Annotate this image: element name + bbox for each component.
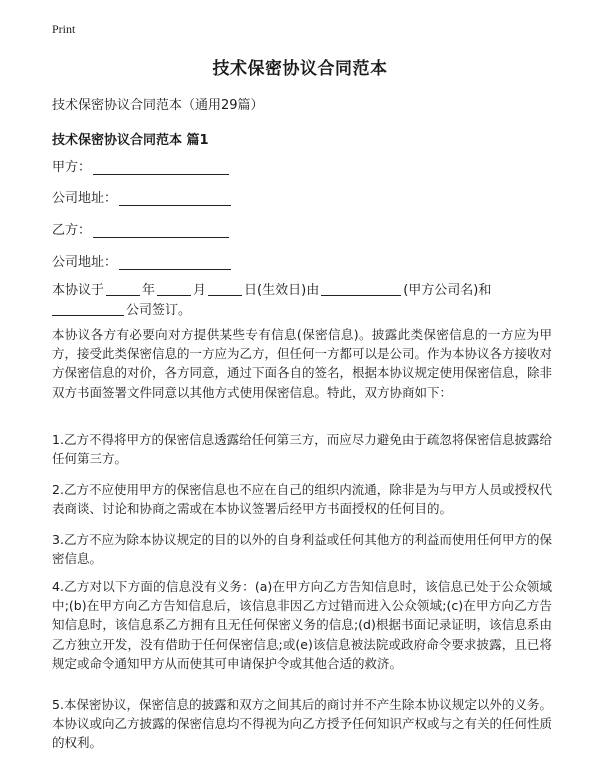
month-label: 月 [193,283,207,298]
document-title: 技术保密协议合同范本 [212,59,388,79]
year-label: 年 [142,283,156,298]
party-a-name-label: (甲方公司名)和 [403,283,492,298]
party-b-name-blank [52,302,124,316]
address-a-blank [119,191,231,206]
day-effective-label: 日(生效日)由 [244,283,320,298]
address-b-field [52,251,231,270]
paragraph-clause-1: 1.乙方不得将甲方的保密信息透露给任何第三方，而应尽力避免由于疏忽将保密信息披露给任何第三方。 [52,432,552,467]
paragraph-intro: 本协议各方有必要向对方提供某些专有信息(保密信息)。披露此类保密信息的一方应为甲方，接受此类保密信息的一方应为乙方，但任何一方都可以是公司。作为本协议各方接收对方保密信息的对价，各方同意，通过下面各自的签名，根据本协议规定使用保密信息，除非双方书面签署文件同意以其他方式使用保密信息。特此，双方协商如下： [52,327,553,400]
section-heading: 技术保密协议合同范本 篇1 [52,133,209,148]
party-b-field [52,219,229,238]
paragraph-clause-2: 2.乙方不应使用甲方的保密信息也不应在自己的组织内流通，除非是为与甲方人员或授权代表商谈、讨论和协商之需或在本协议签署后经甲方书面授权的任何目的。 [52,482,552,517]
print-link[interactable]: Print [52,22,76,36]
paragraph-clause-4: 4.乙方对以下方面的信息没有义务：(a)在甲方向乙方告知信息时，该信息已处于公众领域中;(b)在甲方向乙方告知信息后，该信息非因乙方过错而进入公众领域;(c)在甲方向乙方告知信息时，该信息系乙方拥有且无任何保密义务的信息;(d)根据书面记录证明，该信息系由乙方独立开发，没有借助于任何保密信息;或(e)该信息被法院或政府命令要求披露，且已将规定或命令通知甲方从而使其可申请保护令或其他合适的救济。 [52,579,552,671]
party-a-blank [93,160,229,175]
address-b-blank [119,255,231,270]
paragraph-clause-3: 3.乙方不应为除本协议规定的目的以外的自身利益或任何其他方的利益而使用任何甲方的保密信息。 [52,532,552,567]
party-a-label: 甲方： [52,160,92,175]
signing-suffix: 公司签订。 [126,303,192,318]
month-blank [157,282,191,296]
year-blank [106,282,140,296]
party-b-label: 乙方： [52,223,92,238]
party-b-blank [93,223,229,238]
party-a-field [52,156,229,175]
address-b-label: 公司地址： [52,255,118,270]
day-blank [208,282,242,296]
address-a-label: 公司地址： [52,191,118,206]
party-a-name-blank [321,282,401,296]
paragraph-clause-5: 5.本保密协议，保密信息的披露和双方之间其后的商讨并不产生除本协议规定以外的义务。本协议或向乙方披露的保密信息均不得视为向乙方授予任何知识产权或与之有关的任何性质的权利。 [52,697,553,751]
signing-statement [52,281,491,321]
address-a-field [52,187,231,206]
signing-prefix: 本协议于 [52,283,105,298]
document-subtitle: 技术保密协议合同范本（通用29篇） [52,98,264,113]
